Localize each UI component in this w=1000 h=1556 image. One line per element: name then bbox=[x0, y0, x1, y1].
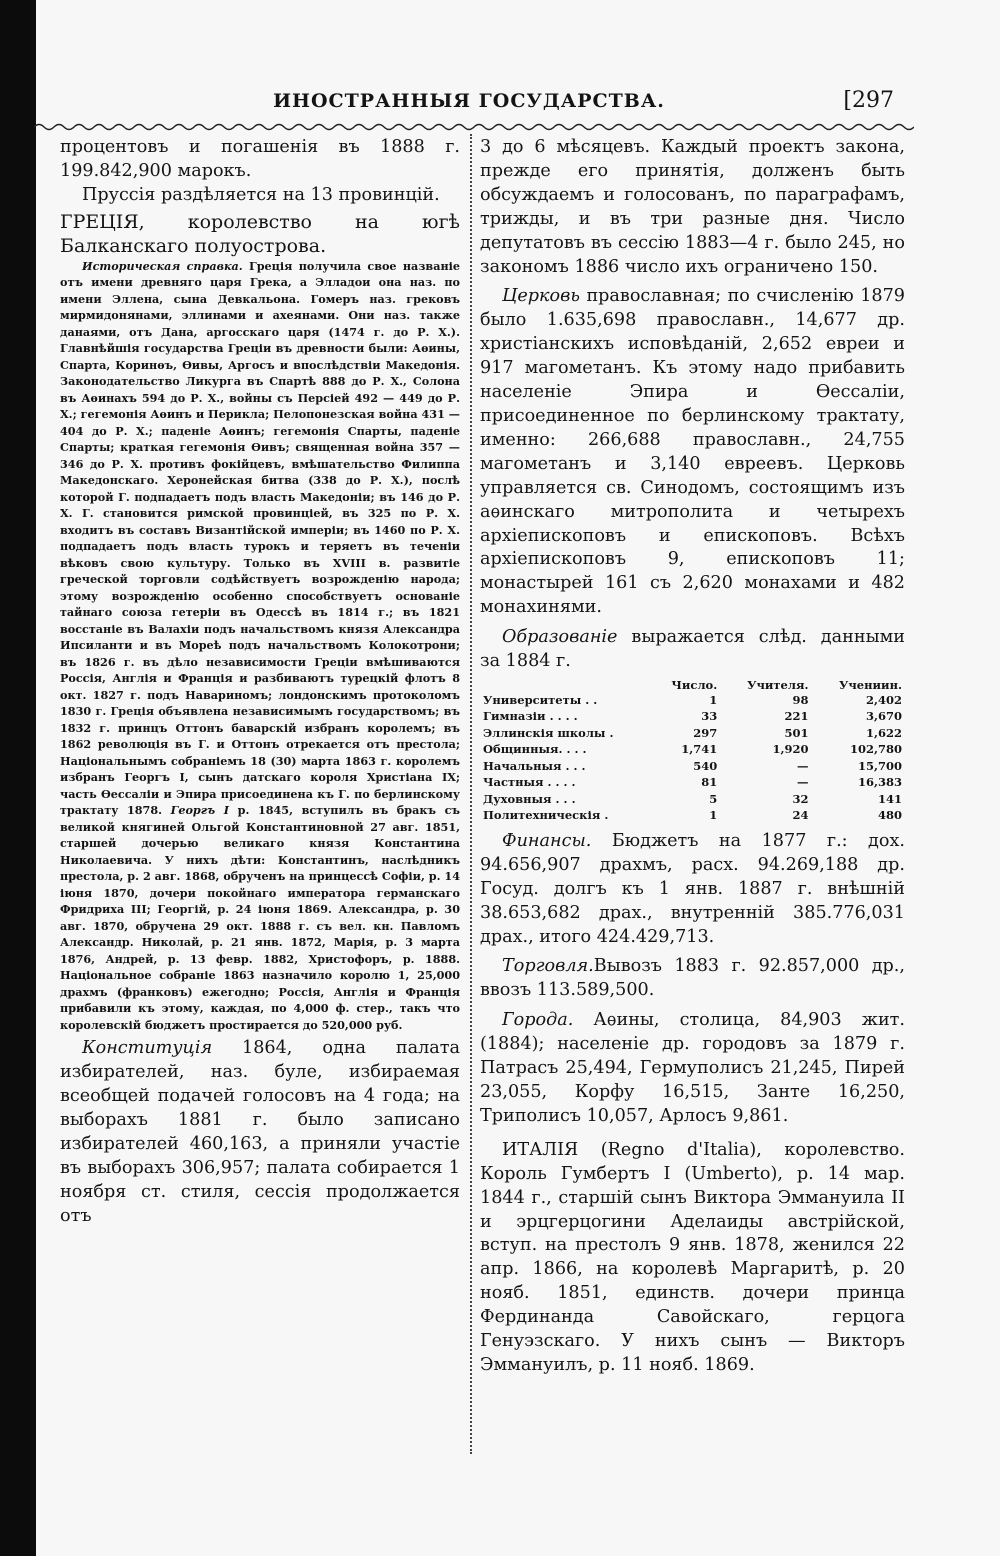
section-title-greece: ГРЕЦІЯ, королевство на югѣ Балканскаго полуострова. bbox=[60, 210, 460, 257]
table-row bbox=[480, 774, 905, 791]
cell-count: 540 bbox=[693, 758, 718, 773]
row-label: Эллинскія школы . bbox=[483, 725, 614, 740]
cell-students: 141 bbox=[877, 791, 902, 806]
row-label: Университеты . . bbox=[483, 692, 598, 707]
education-heading: Образованіе bbox=[502, 627, 618, 648]
constitution-text: 1864, одна палата избирателей, наз. буле, избираемая всеобщей подачей голосовъ на 4 года; на выборахъ 1881 г. было записано избирателей 460,163, а приняли участіе въ выборахъ 306,957; палата собирается 1 ноября ст. стиля, сессія продолжается отъ bbox=[60, 1038, 460, 1226]
cell-students: 16,383 bbox=[857, 775, 902, 790]
cell-teachers: — bbox=[797, 775, 809, 790]
cell-students: 480 bbox=[877, 808, 902, 823]
cell-teachers: 98 bbox=[792, 692, 809, 707]
row-label: Общинныя. . . . bbox=[483, 742, 587, 757]
cell-students: 2,402 bbox=[865, 692, 902, 707]
wavy-rule bbox=[34, 122, 914, 132]
column-divider bbox=[470, 134, 473, 1454]
page-header bbox=[34, 84, 904, 118]
constitution-paragraph bbox=[60, 1037, 460, 1228]
row-label: Частныя . . . . bbox=[483, 775, 576, 790]
table-row bbox=[480, 791, 905, 808]
cell-count: 1 bbox=[709, 692, 718, 707]
cell-teachers: 32 bbox=[792, 791, 809, 806]
row-label: Гимназіи . . . . bbox=[483, 709, 578, 724]
church-heading: Церковь bbox=[502, 286, 580, 307]
row-label: Политехническія . bbox=[483, 808, 609, 823]
education-text: выражается слѣд. данными за 1884 г. bbox=[480, 627, 905, 672]
historical-note bbox=[60, 258, 460, 1034]
historical-note-text: Греція получила свое названіе отъ имени древняго царя Грека, а Элладои она наз. по имени Эллена, сына Девкальона. Гомеръ наз. грековъ мирмидонянами, эллинами и ахеянами. Они наз. также данаями, отъ Дана, аргосскаго царя (1474 г. до Р. Х.). Главнѣйшія государства Греціи въ древности были: Аѳины, Спарта, Коринѳъ, Ѳивы, Аргосъ и впослѣдствіи Македонія. Законодательство Ликурга въ Спартѣ 888 до Р. Х., Солона въ Аѳинахъ 594 до Р. Х., войны съ Персіей 492 — 449 до Р. Х.; гегемонія Аѳинъ и Перикла; Пелопонезская война 431 — 404 до Р. Х.; паденіе Аѳинъ; гегемонія Спарты, паденіе Спарты; краткая гегемонія Ѳивъ; священная война 357 — 346 до Р. Х. противъ фокійцевъ, вмѣшательство Филиппа Македонскаго. Херонейская битва (338 до Р. Х.), послѣ которой Г. подпадаетъ подъ власть Македоніи; въ 146 до Р. Х. Г. становится римской провинціей, въ 325 по Р. Х. входитъ въ составъ Византійской имперіи; въ 1460 по Р. Х. подпадаетъ подъ власть турокъ и теряетъ въ теченіи вѣковъ свою культуру. Только въ XVIII в. развитіе греческой торговли содѣйствуетъ возрожденію народа; этому возрожденію особенно способствуетъ основаніе тайнаго союза гетеріи въ Одессѣ въ 1814 г.; въ 1821 восстаніе въ Валахіи подъ начальствомъ князя Александра Ипсиланти и въ Мореѣ подъ начальствомъ Колокотрони; въ 1826 г. въ дѣло независимости Греціи вмѣшиваются Россія, Англія и Франція и разбиваютъ турецкій флотъ 8 окт. 1827 г. подъ Навариномъ; лондонскимъ протоколомъ 1830 г. Греція объявлена независимымъ государствомъ; въ 1832 г. принцъ Оттонъ баварскій избранъ королемъ; въ 1862 революція въ Г. и Оттонъ отрекается отъ престола; Національнымъ собраніемъ 18 (30) марта 1863 г. королемъ избранъ Георгъ I, сынъ датскаго короля Христіана IX; часть Ѳессаліи и Эпира присоединена къ Г. по берлинскому трактату 1878. bbox=[60, 258, 460, 818]
paragraph-sessions: 3 до 6 мѣсяцевъ. Каждый проектъ закона, прежде его принятія, долженъ быть обсуждаемъ и голосованъ, по параграфамъ, трижды, и въ три разные дня. Число депутатовъ въ сессію 1883—4 г. было 245, но закономъ 1886 число ихъ ограничено 150. bbox=[480, 137, 905, 277]
cell-students: 1,622 bbox=[865, 725, 902, 740]
royal-family-text: р. 1845, вступилъ въ бракъ съ великой княгиней Ольгой Константиновной 27 авг. 1851, старшей дочерью великаго князя Константина Николаевича. У нихъ дѣти: Константинъ, наслѣдникъ престола, р. 2 авг. 1868, обрученъ на принцессѣ Софіи, р. 14 іюня 1870, дочери покойнаго императора германскаго Фридриха III; Георгій, р. 24 іюня 1869. Александра, р. 30 авг. 1870, обручена 29 окт. 1888 г. съ вел. кн. Павломъ Александр. Николай, р. 21 янв. 1872, Марія, р. 3 марта 1876, Андрей, р. 13 февр. 1882, Христофоръ, р. 1888. Національное собраніе 1863 назначило королю 1, 25,000 драхмъ (франковъ) ежегодно; Россія, Англія и Франція прибавили къ этому, каждая, по 4,000 ф. стер., такъ что королевскій бюджетъ простирается до 520,000 руб. bbox=[60, 803, 460, 1032]
cell-teachers: — bbox=[797, 758, 809, 773]
trade-paragraph bbox=[480, 955, 905, 1003]
church-text: православная; по счисленію 1879 было 1.635,698 православн., 14,677 др. христіанскихъ исповѣданій, 2,652 евреи и 917 магометанъ. Къ этому надо прибавить населеніе Эпира и Ѳессаліи, присоединенное по берлинскому трактату, именно: 266,688 православн., 24,755 магометанъ и 3,140 евреевъ. Церковь управляется св. Синодомъ, состоящимъ изъ аѳинскаго митрополита и четырехъ архіепископовъ и епископовъ. Всѣхъ архіепископовъ 9, епископовъ 11; монастырей 161 съ 2,620 монахами и 482 монахинями. bbox=[480, 286, 905, 618]
column-header: Число. bbox=[671, 677, 718, 692]
trade-text: Вывозъ 1883 г. 92.857,000 др., ввозъ 113.589,500. bbox=[480, 956, 905, 1001]
finance-heading: Финансы. bbox=[502, 830, 592, 851]
cell-count: 1,741 bbox=[681, 742, 718, 757]
cell-students: 102,780 bbox=[849, 742, 902, 757]
trade-heading: Торговля. bbox=[502, 956, 594, 977]
right-column bbox=[480, 136, 905, 1378]
cell-students: 3,670 bbox=[865, 709, 902, 724]
table-row bbox=[480, 708, 905, 725]
column-header: Учениин. bbox=[839, 677, 902, 692]
table-row bbox=[480, 725, 905, 742]
row-label: Духовныя . . . bbox=[483, 791, 576, 806]
church-paragraph bbox=[480, 285, 905, 620]
paragraph-prussia: Пруссія раздѣляется на 13 провинцій. bbox=[82, 184, 440, 205]
cities-text: Аѳины, столица, 84,903 жит. (1884); населеніе др. городовъ за 1879 г. Патрасъ 25,494, Гермуполисъ 21,245, Пирей 23,055, Корфу 16,515, Занте 16,250, Триполисъ 10,057, Арлосъ 9,861. bbox=[480, 1010, 905, 1126]
paragraph-interest: процентовъ и погашенія въ 1888 г. 199.842,900 марокъ. bbox=[60, 137, 460, 181]
cell-teachers: 221 bbox=[784, 709, 809, 724]
education-paragraph bbox=[480, 626, 905, 674]
cell-count: 81 bbox=[701, 775, 718, 790]
running-title: ИНОСТРАННЫЯ ГОСУДАРСТВА. bbox=[273, 90, 665, 112]
italy-paragraph: ИТАЛІЯ (Regno d'Italia), королевство. Король Гумбертъ I (Umberto), р. 14 мар. 1844 г., старшій сынъ Виктора Эммануила II и эрцгерцогини Аделаиды австрійской, вступ. на престолъ 9 янв. 1878, женился 22 апр. 1866, на королевѣ Маргаритѣ, р. 20 нояб. 1851, единств. дочери принца Фердинанда Савойскаго, герцога Генуэзскаго. У нихъ сынъ — Викторъ Эммануилъ, р. 11 нояб. 1869. bbox=[480, 1139, 905, 1375]
finance-text: Бюджетъ на 1877 г.: дох. 94.656,907 драхмъ, расх. 94.269,188 др. Госуд. долгъ къ 1 янв. 1887 г. внѣшній 38.653,682 драх., внутренній 385.776,031 драх., итого 424.429,713. bbox=[480, 830, 905, 947]
table-row bbox=[480, 741, 905, 758]
row-label: Начальныя . . . bbox=[483, 758, 586, 773]
table-header-row bbox=[480, 678, 905, 692]
cities-heading: Города. bbox=[502, 1010, 574, 1031]
finance-paragraph bbox=[480, 830, 905, 950]
cell-count: 297 bbox=[693, 725, 718, 740]
cell-count: 33 bbox=[701, 709, 718, 724]
king-george-name: Георгъ I bbox=[170, 803, 230, 818]
cell-count: 1 bbox=[709, 808, 718, 823]
education-table bbox=[480, 678, 905, 824]
table-row bbox=[480, 692, 905, 709]
table-row bbox=[480, 758, 905, 775]
column-header: Учителя. bbox=[747, 677, 809, 692]
cell-teachers: 1,920 bbox=[772, 742, 809, 757]
historical-note-heading: Историческая справка. bbox=[82, 258, 243, 273]
left-column bbox=[60, 136, 460, 1228]
constitution-heading: Конституція bbox=[82, 1038, 213, 1059]
cell-count: 5 bbox=[709, 791, 718, 806]
page-number: [297 bbox=[843, 88, 894, 113]
cell-teachers: 24 bbox=[792, 808, 809, 823]
cell-teachers: 501 bbox=[784, 725, 809, 740]
cell-students: 15,700 bbox=[857, 758, 902, 773]
table-row bbox=[480, 807, 905, 824]
cities-paragraph bbox=[480, 1009, 905, 1129]
